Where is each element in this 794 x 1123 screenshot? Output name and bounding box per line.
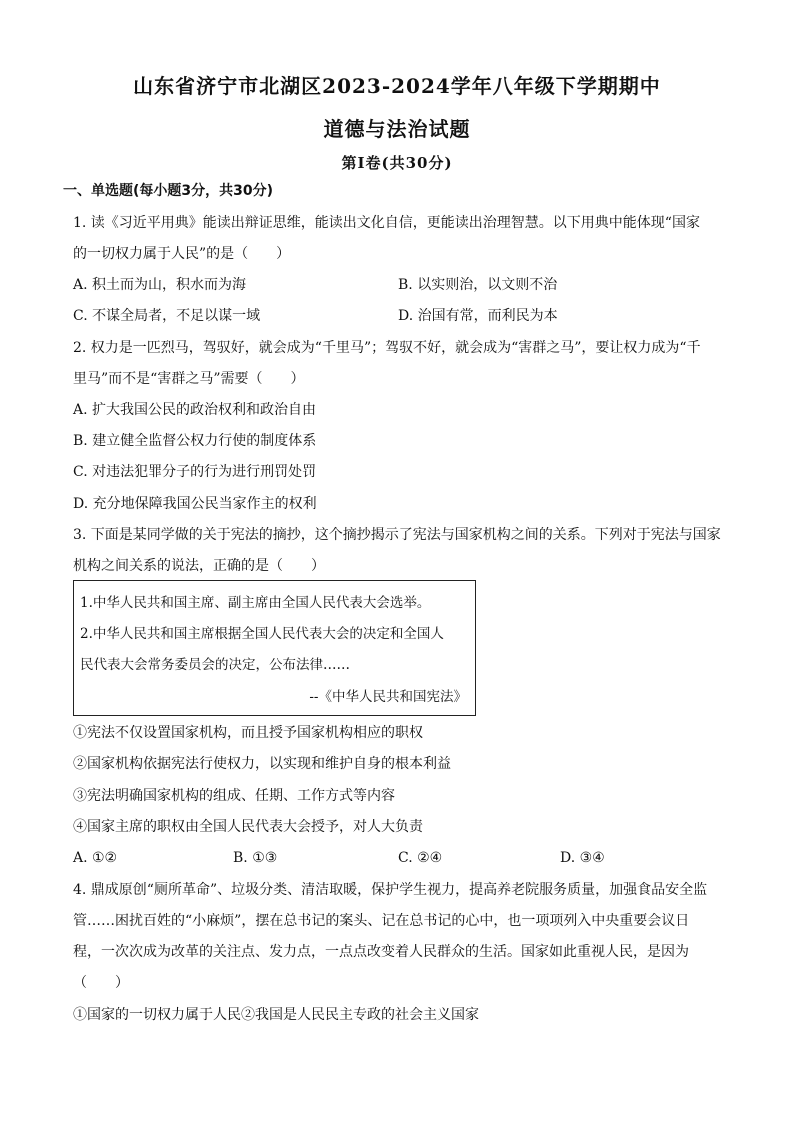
section-heading: 一、单选题(每小题3分，共30分) (63, 183, 274, 199)
excerpt-line3: 民代表大会常务委员会的决定，公布法律…… (80, 657, 350, 673)
q2-option-c: C. 对违法犯罪分子的行为进行刑罚处罚 (73, 464, 317, 480)
exam-subject-title: 道德与法治试题 (323, 117, 471, 141)
q1-stem-line1: 1. 读《习近平用典》能读出辩证思维，能读出文化自信，更能读出治理智慧。以下用典中能体现“国家 (73, 215, 700, 231)
q3-stem-line1: 3. 下面是某同学做的关于宪法的摘抄，这个摘抄揭示了宪法与国家机构之间的关系。下列对于宪法与国家 (73, 527, 721, 543)
q3-item-1: ①宪法不仅设置国家机构，而且授予国家机构相应的职权 (73, 725, 423, 741)
q4-item-line: ①国家的一切权力属于人民②我国是人民民主专政的社会主义国家 (73, 1007, 479, 1023)
q4-stem-line2: 管……困扰百姓的“小麻烦”，摆在总书记的案头、记在总书记的心中，也一项项列入中央重要会议日 (73, 913, 690, 929)
q2-option-a: A. 扩大我国公民的政治权利和政治自由 (73, 402, 317, 418)
exam-title: 山东省济宁市北湖区2023-2024学年八年级下学期期中 (133, 74, 661, 98)
q3-item-4: ④国家主席的职权由全国人民代表大会授予，对人大负责 (73, 819, 423, 835)
q3-item-2: ②国家机构依据宪法行使权力，以实现和维护自身的根本利益 (73, 756, 451, 772)
q4-stem-line3: 程，一次次成为改革的关注点、发力点，一点点改变着人民群众的生活。国家如此重视人民，是因为 (73, 944, 689, 960)
q1-option-d: D. 治国有常，而利民为本 (398, 308, 558, 324)
q3-item-3: ③宪法明确国家机构的组成、任期、工作方式等内容 (73, 788, 395, 804)
excerpt-line1: 1.中华人民共和国主席、副主席由全国人民代表大会选举。 (80, 595, 431, 611)
q3-option-a: A. ①② (73, 850, 118, 866)
q3-stem-line2: 机构之间关系的说法，正确的是（ ） (73, 558, 325, 574)
excerpt-source: --《中华人民共和国宪法》 (309, 689, 467, 705)
q2-stem-line1: 2. 权力是一匹烈马，驾驭好，就会成为“千里马”；驾驭不好，就会成为“害群之马”，要让权力成为“千 (73, 340, 701, 356)
q2-option-b: B. 建立健全监督公权力行使的制度体系 (73, 433, 317, 449)
part-title: 第Ⅰ卷(共30分) (341, 154, 453, 172)
q2-stem-line2: 里马”而不是“害群之马”需要（ ） (73, 371, 305, 387)
q1-stem-line2: 的一切权力属于人民”的是（ ） (73, 246, 291, 262)
q1-option-b: B. 以实则治，以文则不治 (398, 277, 558, 293)
q3-option-d: D. ③④ (560, 850, 605, 866)
q1-option-c: C. 不谋全局者，不足以谋一域 (73, 308, 261, 324)
q4-stem-line1: 4. 鼎成原创“厕所革命”、垃圾分类、清洁取暖，保护学生视力，提高养老院服务质量，加强食品安全监 (73, 882, 708, 898)
constitution-excerpt-box (73, 580, 476, 716)
excerpt-line2: 2.中华人民共和国主席根据全国人民代表大会的决定和全国人 (80, 626, 444, 642)
q2-option-d: D. 充分地保障我国公民当家作主的权利 (73, 496, 317, 512)
q3-option-b: B. ①③ (233, 850, 278, 866)
q3-option-c: C. ②④ (398, 850, 443, 866)
q4-stem-line4: （ ） (73, 975, 129, 991)
q1-option-a: A. 积土而为山，积水而为海 (73, 277, 247, 293)
